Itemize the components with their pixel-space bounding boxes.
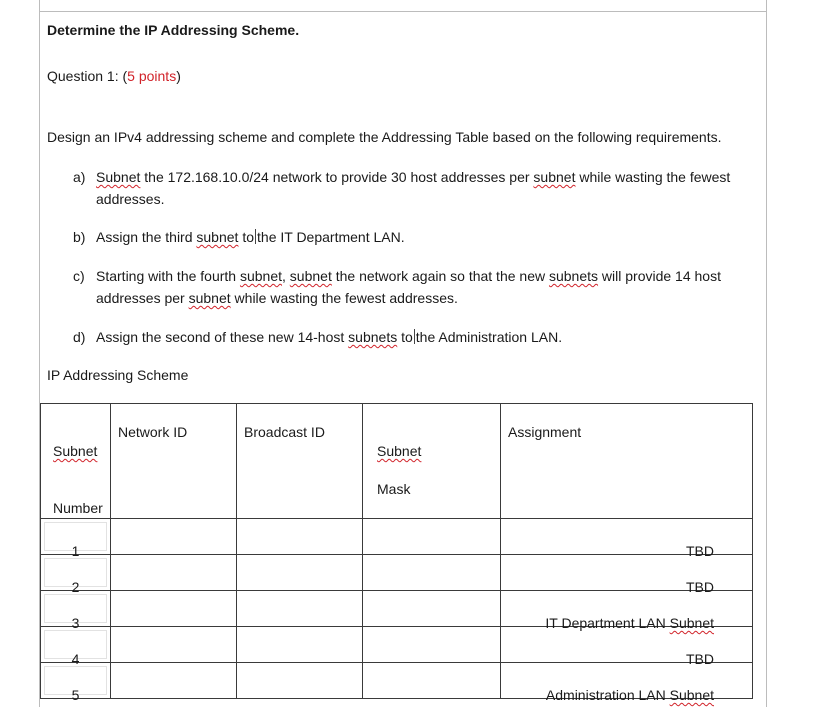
cell-broadcast-id[interactable] xyxy=(237,519,363,555)
cell-assignment: Administration LAN Subnet xyxy=(501,663,753,699)
header-broadcast-id: Broadcast ID xyxy=(237,404,363,519)
text-cursor xyxy=(414,329,415,344)
cell-network-id[interactable] xyxy=(111,663,237,699)
intro-paragraph: Design an IPv4 addressing scheme and complete the Addressing Table based on the following requirements. xyxy=(47,129,722,145)
cell-assignment: TBD xyxy=(501,555,753,591)
cell-subnet-number: 1 xyxy=(41,519,111,555)
section-title: IP Addressing Scheme xyxy=(47,367,189,383)
cell-subnet-number: 5 xyxy=(41,663,111,699)
cell-subnet-mask[interactable] xyxy=(363,663,501,699)
cell-subnet-number: 4 xyxy=(41,627,111,663)
cell-network-id[interactable] xyxy=(111,519,237,555)
document-heading: Determine the IP Addressing Scheme. xyxy=(47,22,300,38)
item-a-marker: a) xyxy=(73,169,86,185)
table-row xyxy=(41,591,753,627)
cell-broadcast-id[interactable] xyxy=(237,555,363,591)
cell-assignment: TBD xyxy=(501,519,753,555)
cell-broadcast-id[interactable] xyxy=(237,627,363,663)
cell-assignment: IT Department LAN Subnet xyxy=(501,591,753,627)
text-cursor xyxy=(255,229,256,244)
item-d-marker: d) xyxy=(73,329,86,345)
page-margin-top xyxy=(39,11,767,12)
table-row xyxy=(41,663,753,699)
header-subnet-number: Subnet Number xyxy=(41,404,111,519)
table-header-row xyxy=(41,404,753,519)
table-row xyxy=(41,555,753,591)
item-b-text: Assign the third subnet to the IT Department LAN. xyxy=(96,229,405,245)
cell-assignment: TBD xyxy=(501,627,753,663)
points-value: 5 points xyxy=(127,68,177,84)
item-b-marker: b) xyxy=(73,229,86,245)
cell-broadcast-id[interactable] xyxy=(237,591,363,627)
item-c-text: Starting with the fourth subnet, subnet the network again so that the new subnets will provide 14 host xyxy=(96,268,721,284)
cell-subnet-mask[interactable] xyxy=(363,591,501,627)
item-a-text: Subnet the 172.168.10.0/24 network to provide 30 host addresses per subnet while wasting the fewest xyxy=(96,169,731,185)
header-assignment: Assignment xyxy=(501,404,753,519)
page-margin-right xyxy=(766,0,767,707)
item-a-text-line2: addresses. xyxy=(96,191,165,207)
cell-subnet-number: 3 xyxy=(41,591,111,627)
table-row xyxy=(41,627,753,663)
cell-network-id[interactable] xyxy=(111,627,237,663)
question-label: Question 1: (5 points) xyxy=(47,68,181,84)
item-c-marker: c) xyxy=(73,268,85,284)
addressing-table xyxy=(40,403,753,703)
table-row xyxy=(41,519,753,555)
cell-subnet-mask[interactable] xyxy=(363,519,501,555)
item-d-text: Assign the second of these new 14-host subnets to the Administration LAN. xyxy=(96,329,563,345)
header-network-id: Network ID xyxy=(111,404,237,519)
cell-subnet-number: 2 xyxy=(41,555,111,591)
cell-network-id[interactable] xyxy=(111,591,237,627)
cell-subnet-mask[interactable] xyxy=(363,627,501,663)
header-subnet-mask: Subnet Mask xyxy=(363,404,501,519)
item-c-text-line2: addresses per subnet while wasting the fewest addresses. xyxy=(96,290,458,306)
cell-network-id[interactable] xyxy=(111,555,237,591)
cell-subnet-mask[interactable] xyxy=(363,555,501,591)
cell-broadcast-id[interactable] xyxy=(237,663,363,699)
